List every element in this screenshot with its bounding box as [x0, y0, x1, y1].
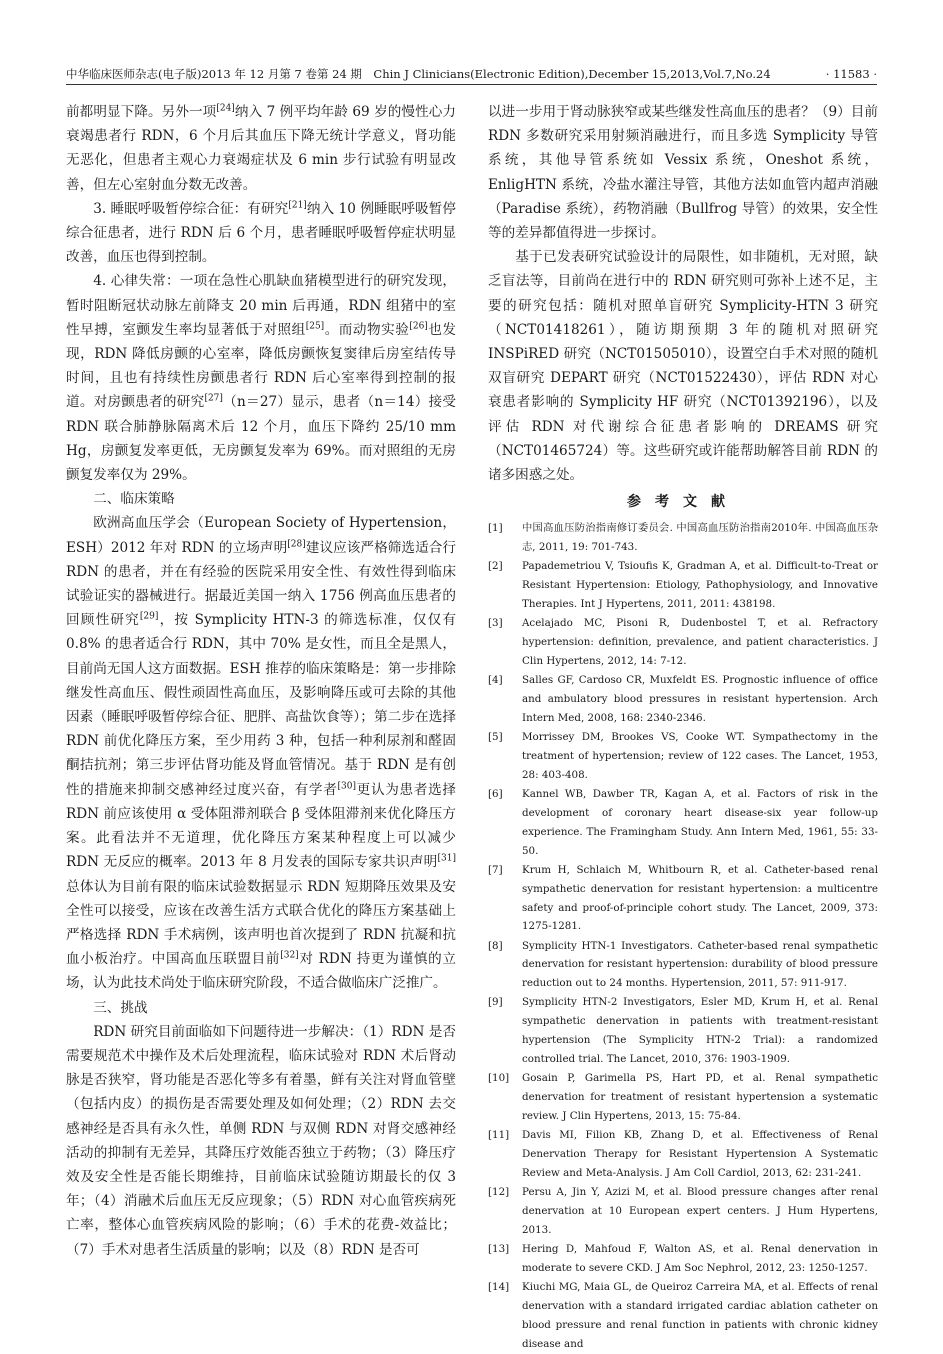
reference-item	[488, 993, 878, 1069]
reference-number: [9]	[488, 996, 503, 1009]
reference-item	[488, 1069, 878, 1126]
reference-item	[488, 519, 878, 557]
reference-item	[488, 728, 878, 785]
right-column	[488, 100, 878, 1354]
paragraph-ongoing-trials: 基于已发表研究试验设计的局限性，如非随机，无对照，缺乏盲法等，目前尚在进行中的 RDN 研究则可弥补上述不足，主要的研究包括：随机对照单盲研究 Symplicity-HTN 3 研究（NCT01418261），随访期预期 3 年的随机对照研究 INSPiRED 研究（NCT01505010），设置空白手术对照的随机双盲研究 DEPART 研究（NCT01522430），评估 RDN 对心衰患者影响的 Symplicity HF 研究（NCT01392196），以及评估 RDN 对代谢综合征患者影响的 DREAMS 研究（NCT01465724）等。这些研究或许能帮助解答目前 RDN 的诸多困惑之处。	[488, 249, 878, 484]
reference-item	[488, 1278, 878, 1354]
citation-26: [26]	[409, 321, 428, 332]
section-heading-challenge: 三、挑战	[93, 999, 148, 1016]
section-heading-strategy: 二、临床策略	[93, 491, 175, 508]
reference-item	[488, 1183, 878, 1240]
running-header	[66, 64, 877, 85]
reference-item	[488, 614, 878, 671]
citation-24: [24]	[216, 103, 235, 114]
reference-text: Acelajado MC, Pisoni R, Dudenbostel T, et al. Refractory hypertension: definition, prevalence, and patient characteristics. J Clin Hypertens, 2012, 14: 7-12.	[522, 617, 878, 667]
reference-text: Hering D, Mahfoud F, Walton AS, et al. Renal denervation in moderate to severe CKD. J Am Soc Nephrol, 2012, 23: 1250-1257.	[522, 1242, 878, 1274]
paragraph-strategy: 欧洲高血压学会（European Society of Hypertension，ESH）2012 年对 RDN 的立场声明[28]建议应该严格筛选适合行 RDN 的患者，并在有经验的医院采用安全性、有效性得到临床试验证实的器械进行。据最近美国一纳入 1756 例高血压患者的回顾性研究[29]，按 Symplicity HTN-3 的筛选标准，仅仅有 0.8% 的患者适合行 RDN，其中 70% 是女性，而且全是黑人，目前尚无国人这方面数据。ESH 推荐的临床策略是：第一步排除继发性高血压、假性顽固性高血压，及影响降压或可去除的其他因素（睡眠呼吸暂停综合征、肥胖、高盐饮食等）；第二步在选择 RDN 前优化降压方案，至少用药 3 种，包括一种利尿剂和醛固酮拮抗剂；第三步评估肾功能及肾血管情况。基于 RDN 是有创性的措施来抑制交感神经过度兴奋，有学者[30]更认为患者选择 RDN 前应该使用 α 受体阻滞剂联合 β 受体阻滞剂来优化降压方案。此看法并不无道理，优化降压方案某种程度上可以减少 RDN 无反应的概率。2013 年 8 月发表的国际专家共识声明[31]总体认为目前有限的临床试验数据显示 RDN 短期降压效果及安全性可以接受，应该在改善生活方式联合优化的降压方案基础上严格选择 RDN 手术病例，该声明也首次提到了 RDN 抗凝和抗血小板治疗。中国高血压联盟目前[32]对 RDN 持更为谨慎的立场，认为此技术尚处于临床研究阶段，不适合做临床广泛推广。	[66, 515, 457, 992]
reference-number: [1]	[488, 522, 503, 535]
reference-text: 中国高血压防治指南修订委员会. 中国高血压防治指南2010年. 中国高血压杂志, 2011, 19: 701-743.	[522, 522, 878, 554]
reference-number: [4]	[488, 674, 503, 687]
reference-item	[488, 785, 878, 861]
page-number: · 11583 ·	[825, 67, 877, 81]
reference-text: Kannel WB, Dawber TR, Kagan A, et al. Factors of risk in the development of coronary heart disease-six year follow-up experience. The Framingham Study. Ann Intern Med, 1961, 55: 33-50.	[522, 787, 878, 857]
reference-number: [11]	[488, 1129, 510, 1142]
reference-item	[488, 861, 878, 937]
left-column	[66, 100, 456, 1262]
reference-number: [7]	[488, 863, 503, 876]
reference-number: [2]	[488, 560, 503, 573]
reference-text: Krum H, Schlaich M, Whitbourn R, et al. Catheter-based renal sympathetic denervation for resistant hypertension: a multicentre safety and proof-of-principle cohort study. The Lancet, 2009, 373: 1275-1281.	[522, 863, 878, 933]
reference-text: Salles GF, Cardoso CR, Muxfeldt ES. Prognostic influence of office and ambulatory blood pressures in resistant hypertension. Arch Intern Med, 2008, 168: 2340-2346.	[522, 674, 878, 724]
reference-text: Morrissey DM, Brookes VS, Cooke WT. Sympathectomy in the treatment of hypertension; review of 122 cases. The Lancet, 1953, 28: 403-408.	[522, 730, 878, 781]
citation-30: [30]	[337, 781, 356, 792]
reference-text: Gosain P, Garimella PS, Hart PD, et al. Renal sympathetic denervation for treatment of resistant hypertension a systematic review. J Clin Hypertens, 2013, 15: 75-84.	[522, 1072, 878, 1123]
citation-31: [31]	[437, 853, 456, 864]
reference-number: [5]	[488, 730, 503, 743]
reference-item	[488, 937, 878, 994]
citation-21: [21]	[288, 200, 307, 211]
reference-text: Symplicity HTN-1 Investigators. Catheter-based renal sympathetic denervation for resistant hypertension: durability of blood pressure reduction out to 24 months. Hypertension, 2011, 57: 911-917.	[522, 939, 878, 990]
references-heading: 参考文献	[627, 494, 739, 511]
reference-item	[488, 557, 878, 614]
reference-item	[488, 671, 878, 728]
reference-number: [14]	[488, 1280, 510, 1293]
citation-25: [25]	[305, 321, 325, 332]
citation-28: [28]	[287, 539, 306, 550]
reference-text: Symplicity HTN-2 Investigators, Esler MD, Krum H, et al. Renal sympathetic denervation in patients with treatment-resistant hypertension (The Symplicity HTN-2 Trial): a randomized controlled trial. The Lancet, 2010, 376: 1903-1909.	[522, 996, 878, 1066]
reference-text: Persu A, Jin Y, Azizi M, et al. Blood pressure changes after renal denervation at 10 European expert centers. J Hum Hypertens, 2013.	[522, 1186, 878, 1236]
reference-number: [6]	[488, 787, 503, 800]
reference-text: Papademetriou V, Tsioufis K, Gradman A, et al. Difficult-to-Treat or Resistant Hypertension: Etiology, Pathophysiology, and Innovative Therapies. Int J Hypertens, 2011, 2011: 438198.	[522, 560, 878, 611]
reference-item	[488, 1126, 878, 1183]
reference-number: [13]	[488, 1242, 510, 1255]
journal-citation: 中华临床医师杂志(电子版)2013 年 12 月第 7 卷第 24 期 Chin J Clinicians(Electronic Edition),December 15,2013,Vol.7,No.24	[66, 67, 771, 81]
paragraph-challenge: RDN 研究目前面临如下问题待进一步解决：（1）RDN 是否需要规范术中操作及术后处理流程，临床试验对 RDN 术后肾动脉是否狭窄，肾功能是否恶化等多有着墨，鲜有关注对肾血管壁（包括内皮）的损伤是否需要处理及如何处理；（2）RDN 去交感神经是否具有永久性，单侧 RDN 与双侧 RDN 对肾交感神经活动的抑制有无差异，其降压疗效能否独立于药物；（3）降压疗效及安全性是否能长期维持，目前临床试验随访期最长的仅 3 年；（4）消融术后血压无反应现象；（5）RDN 对心血管疾病死亡率，整体心血管疾病风险的影响；（6）手术的花费-效益比；（7）手术对患者生活质量的影响；以及（8）RDN 是否可	[66, 1023, 456, 1258]
paragraph-sleep-apnea: 3. 睡眠呼吸暂停综合征：有研究[21]纳入 10 例睡眠呼吸暂停综合征患者，进行 RDN 后 6 个月，患者睡眠呼吸暂停症状明显改善，血压也得到控制。	[66, 200, 456, 266]
citation-32: [32]	[280, 950, 299, 961]
reference-text: Kiuchi MG, Maia GL, de Queiroz Carreira MA, et al. Effects of renal denervation with a standard irrigated cardiac ablation catheter on blood pressure and renal function in patients with chronic kidney disease and	[522, 1280, 878, 1350]
paragraph-challenge-continued: 以进一步用于肾动脉狭窄或某些继发性高血压的患者？（9）目前 RDN 多数研究采用射频消融进行，而且多选 Symplicity 导管系统，其他导管系统如 Vessix 系统，Oneshot 系统，EnligHTN 系统，冷盐水灌注导管，其他方法如血管内超声消融（Paradise 系统），药物消融（Bullfrog 导管）的效果，安全性等的差异都值得进一步探讨。	[488, 104, 878, 242]
reference-item	[488, 1240, 878, 1278]
citation-29: [29]	[139, 611, 159, 622]
paragraph-heart-failure: 前都明显下降。另外一项[24]纳入 7 例平均年龄 69 岁的慢性心力衰竭患者行 RDN，6 个月后其血压下降无统计学意义，肾功能无恶化，但患者主观心力衰竭症状及 6 min 步行试验有明显改善，但左心室射血分数无改善。	[66, 103, 457, 193]
reference-number: [3]	[488, 617, 503, 630]
reference-number: [8]	[488, 939, 503, 952]
reference-number: [12]	[488, 1186, 510, 1199]
citation-27: [27]	[204, 393, 223, 404]
reference-number: [10]	[488, 1072, 510, 1085]
reference-list	[488, 519, 878, 1353]
reference-text: Davis MI, Filion KB, Zhang D, et al. Effectiveness of Renal Denervation Therapy for Resistant Hypertension A Systematic Review and Meta-Analysis. J Am Coll Cardiol, 2013, 62: 231-241.	[522, 1129, 878, 1179]
paragraph-arrhythmia: 4. 心律失常：一项在急性心肌缺血猪模型进行的研究发现，暂时阻断冠状动脉左前降支 20 min 后再通，RDN 组猪中的室性早搏，室颤发生率均显著低于对照组[25]。而动物实验[26]也发现，RDN 降低房颤的心室率，降低房颤恢复窦律后房室结传导时间，且也有持续性房颤患者行 RDN 后心室率得到控制的报道。对房颤患者的研究[27]（n＝27）显示，患者（n＝14）接受 RDN 联合肺静脉隔离术后 12 个月，血压下降约 25/10 mm Hg，房颤复发率更低，无房颤复发率为 69%。而对照组的无房颤复发率仅为 29%。	[66, 273, 457, 484]
